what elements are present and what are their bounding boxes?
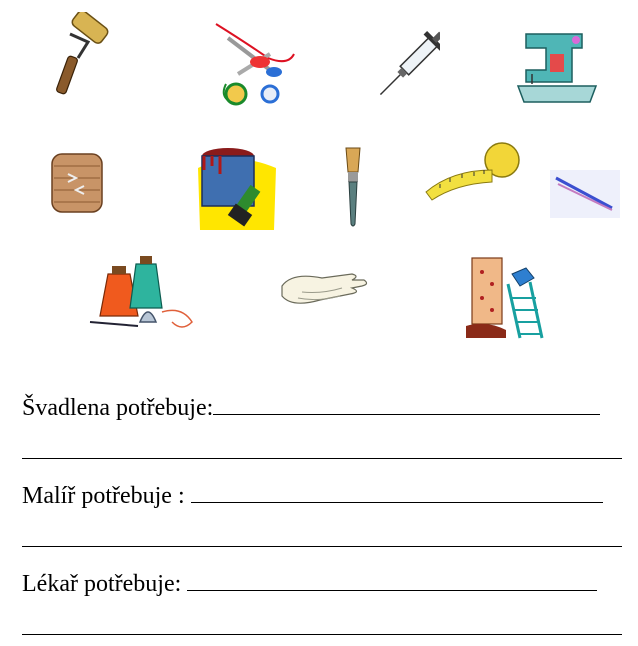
paintbrush-icon — [336, 144, 368, 230]
sewing-machine-icon — [516, 18, 598, 108]
doctor-prompt — [22, 568, 597, 598]
seamstress-prompt — [22, 392, 600, 422]
thread-spools-icon — [86, 252, 198, 336]
doctor-answer-blank[interactable] — [187, 568, 597, 591]
answer-line[interactable] — [22, 634, 622, 635]
answer-line[interactable] — [22, 546, 622, 547]
elastic-bandage-icon — [48, 150, 108, 216]
syringe-icon — [376, 26, 440, 108]
painter-label: Malíř potřebuje : — [22, 483, 185, 509]
seamstress-label: Švadlena potřebuje: — [22, 395, 214, 421]
measuring-tape-icon — [422, 140, 522, 202]
paint-bucket-brush-icon — [194, 138, 280, 232]
tweezers-icon — [550, 170, 620, 218]
paint-roller-icon — [48, 12, 116, 98]
medical-gloves-icon — [278, 268, 370, 312]
wallpaper-ladder-icon — [464, 254, 548, 340]
painter-answer-blank[interactable] — [191, 480, 603, 503]
doctor-label: Lékař potřebuje: — [22, 571, 182, 597]
seamstress-answer-blank[interactable] — [213, 392, 600, 415]
answer-line[interactable] — [22, 458, 622, 459]
painter-prompt — [22, 480, 603, 510]
scissors-thread-icon — [208, 14, 298, 106]
